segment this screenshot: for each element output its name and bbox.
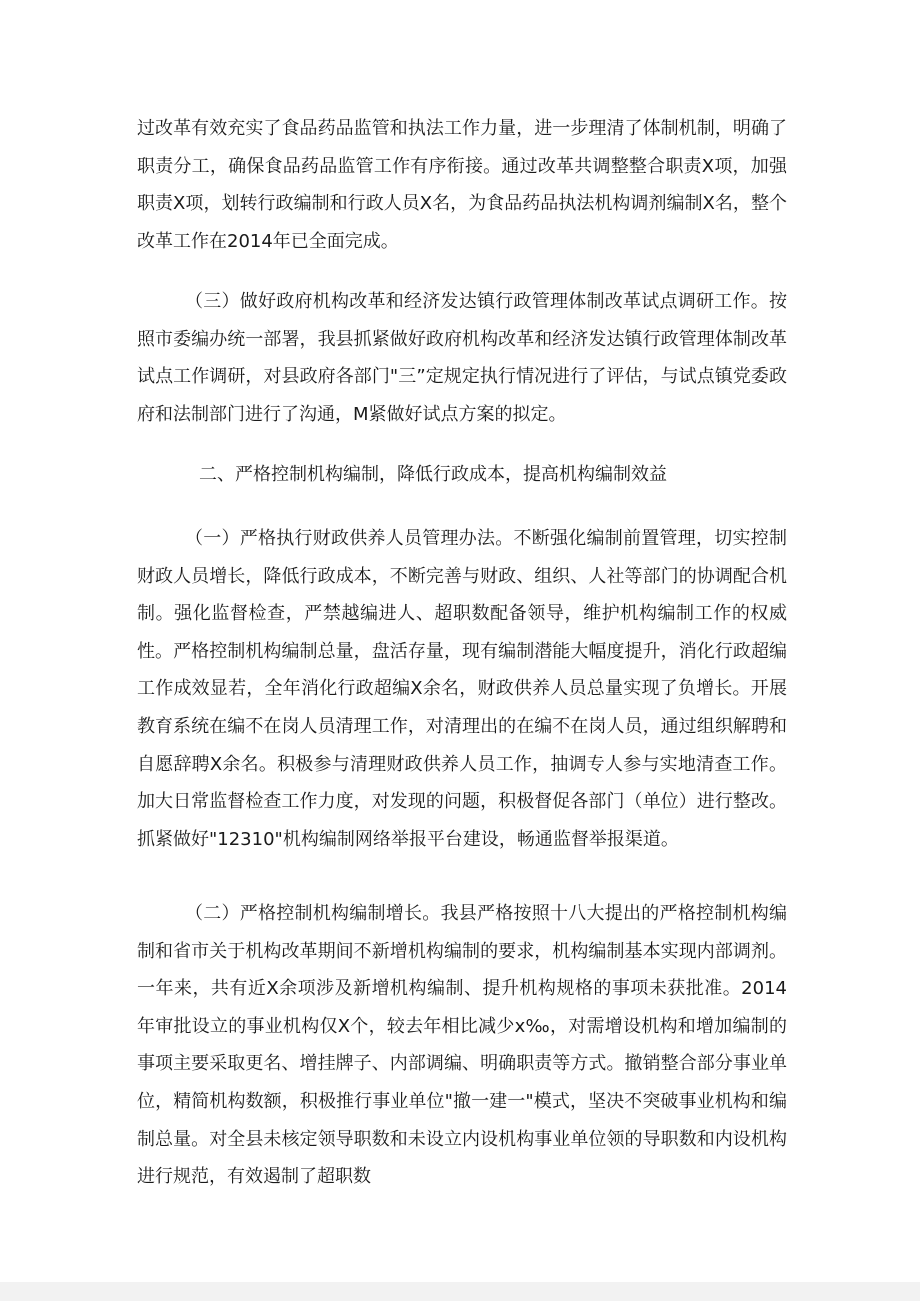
paragraph-2: （三）做好政府机构改革和经济发达镇行政管理体制改革试点调研工作。按照市委编办统一部署，我县抓紧做好政府机构改革和经济发达镇行政管理体制改革试点工作调研，对县政府各部门"三”定规定执行情况进行了评估，与试点镇党委政府和法制部门进行了沟通，M紧做好试点方案的拟定。: [137, 291, 787, 425]
paragraph-4: （二）严格控制机构编制增长。我县严格按照十八大提出的严格控制机构编制和省市关于机构改革期间不新增机构编制的要求，机构编制基本实现内部调剂。一年来，共有近X余项涉及新增机构编制、提升机构规格的事项未获批准。2014年审批设立的事业机构仅X个，较去年相比减少x‰，对需增设机构和增加编制的事项主要采取更名、增挂牌子、内部调编、明确职责等方式。撤销整合部分事业单位，精简机构数额，积极推行事业单位"撤一建一"模式，坚决不突破事业机构和编制总量。对全县未核定领导职数和未设立内设机构事业单位领的导职数和内设机构进行规范，有效遏制了超职数: [137, 903, 787, 1188]
paragraph-1: 过改革有效充实了食品药品监管和执法工作力量，进一步理清了体制机制，明确了职责分工，确保食品药品监管工作有序衔接。通过改革共调整整合职责X项，加强职责X项，划转行政编制和行政人员X名，为食品药品执法机构调剂编制X名，整个改革工作在2014年已全面完成。: [137, 118, 787, 252]
page-footer-bar: [0, 1282, 920, 1301]
paragraph-3: （一）严格执行财政供养人员管理办法。不断强化编制前置管理，切实控制财政人员增长，降低行政成本，不断完善与财政、组织、人社等部门的协调配合机制。强化监督检查，严禁越编进人、超职数配备领导，维护机构编制工作的权威性。严格控制机构编制总量，盘活存量，现有编制潜能大幅度提升，消化行政超编工作成效显若，全年消化行政超编X余名，财政供养人员总量实现了负增长。开展教育系统在编不在岗人员清理工作，对清理出的在编不在岗人员，通过组织解聘和自愿辞聘X余名。积极参与清理财政供养人员工作，抽调专人参与实地清查工作。加大日常监督检查工作力度，对发现的问题，积极督促各部门（单位）进行整改。抓紧做好"12310"机构编制网络举报平台建设，畅通监督举报渠道。: [137, 528, 787, 850]
section-heading-2: 二、严格控制机构编制，降低行政成本，提高机构编制效益: [199, 464, 667, 485]
